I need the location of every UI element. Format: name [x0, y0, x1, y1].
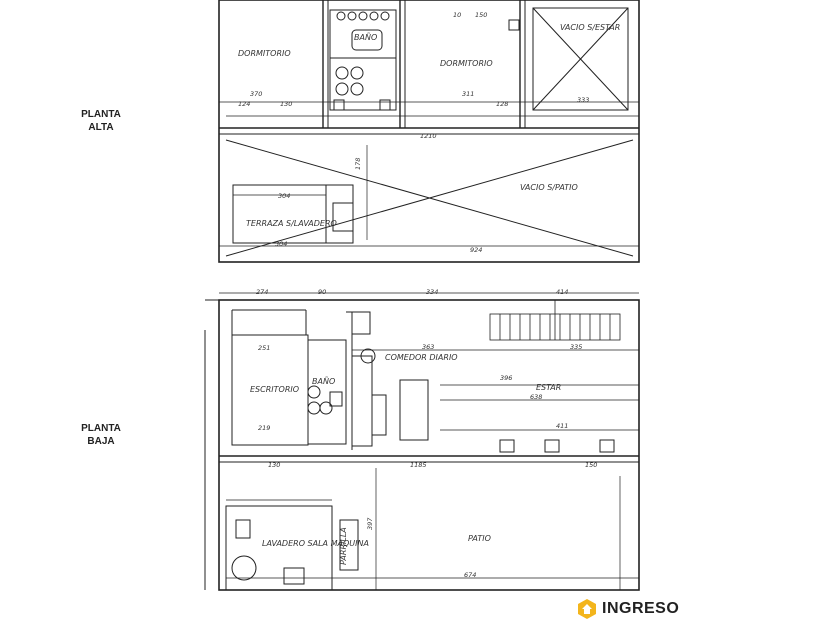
dim-label: 370: [250, 90, 263, 98]
upper-room-vacio-patio: VACIO S/PATIO: [520, 183, 578, 192]
dim-label: 411: [556, 422, 569, 430]
dim-label: 90: [318, 288, 327, 296]
ingreso-logo: [577, 598, 679, 620]
ground-floor-label-line1: PLANTA: [81, 423, 121, 434]
dim-label: 219: [258, 424, 271, 432]
ground-room-estar: ESTAR: [536, 383, 562, 392]
dim-label: 10: [453, 11, 462, 19]
dim-label: 335: [570, 343, 583, 351]
dim-label: 396: [500, 374, 513, 382]
ground-room-bano: BAÑO: [312, 377, 336, 386]
dim-label: 674: [464, 571, 477, 579]
ground-room-patio: PATIO: [468, 534, 491, 543]
upper-floor-label-line2: ALTA: [88, 122, 114, 133]
dim-label: 130: [280, 100, 293, 108]
dim-label: 178: [354, 157, 362, 170]
ground-room-parrilla: PARRILLA: [339, 527, 348, 565]
dim-label: 124: [238, 100, 251, 108]
upper-room-vacio-estar: VACIO S/ESTAR: [560, 23, 621, 32]
upper-room-terraza: TERRAZA S/LAVADERO: [246, 219, 337, 228]
ground-room-lavadero: LAVADERO SALA MAQUINA: [262, 539, 369, 548]
dim-label: 334: [426, 288, 439, 296]
ground-room-comedor: COMEDOR DIARIO: [385, 353, 458, 362]
dim-label: 251: [258, 344, 271, 352]
dim-label: 128: [496, 100, 509, 108]
dim-label: 304: [278, 192, 291, 200]
dim-label: 638: [530, 393, 543, 401]
dim-label: 414: [556, 288, 569, 296]
dim-label: 1210: [420, 132, 437, 140]
dim-label: 311: [462, 90, 475, 98]
ground-floor-label-line2: BAJA: [87, 436, 115, 447]
upper-room-bano: BAÑO: [354, 33, 378, 42]
upper-room-dormitorio-left: DORMITORIO: [238, 49, 291, 58]
dim-label: 363: [422, 343, 435, 351]
dim-label: 150: [585, 461, 598, 469]
upper-floor-label-line1: PLANTA: [81, 109, 121, 120]
ingreso-logo-text: INGRESO: [602, 600, 680, 617]
dim-label: 924: [470, 246, 483, 254]
dim-label: 1185: [410, 461, 427, 469]
dim-label: 274: [256, 288, 269, 296]
ingreso-logo-icon: [577, 598, 597, 620]
upper-room-dormitorio-right: DORMITORIO: [440, 59, 493, 68]
dim-label: 333: [577, 96, 590, 104]
dim-label: 150: [475, 11, 488, 19]
dim-label: 130: [268, 461, 281, 469]
dim-label: 397: [366, 517, 374, 530]
dim-label: 304: [275, 240, 288, 248]
ground-room-escritorio: ESCRITORIO: [250, 385, 300, 394]
